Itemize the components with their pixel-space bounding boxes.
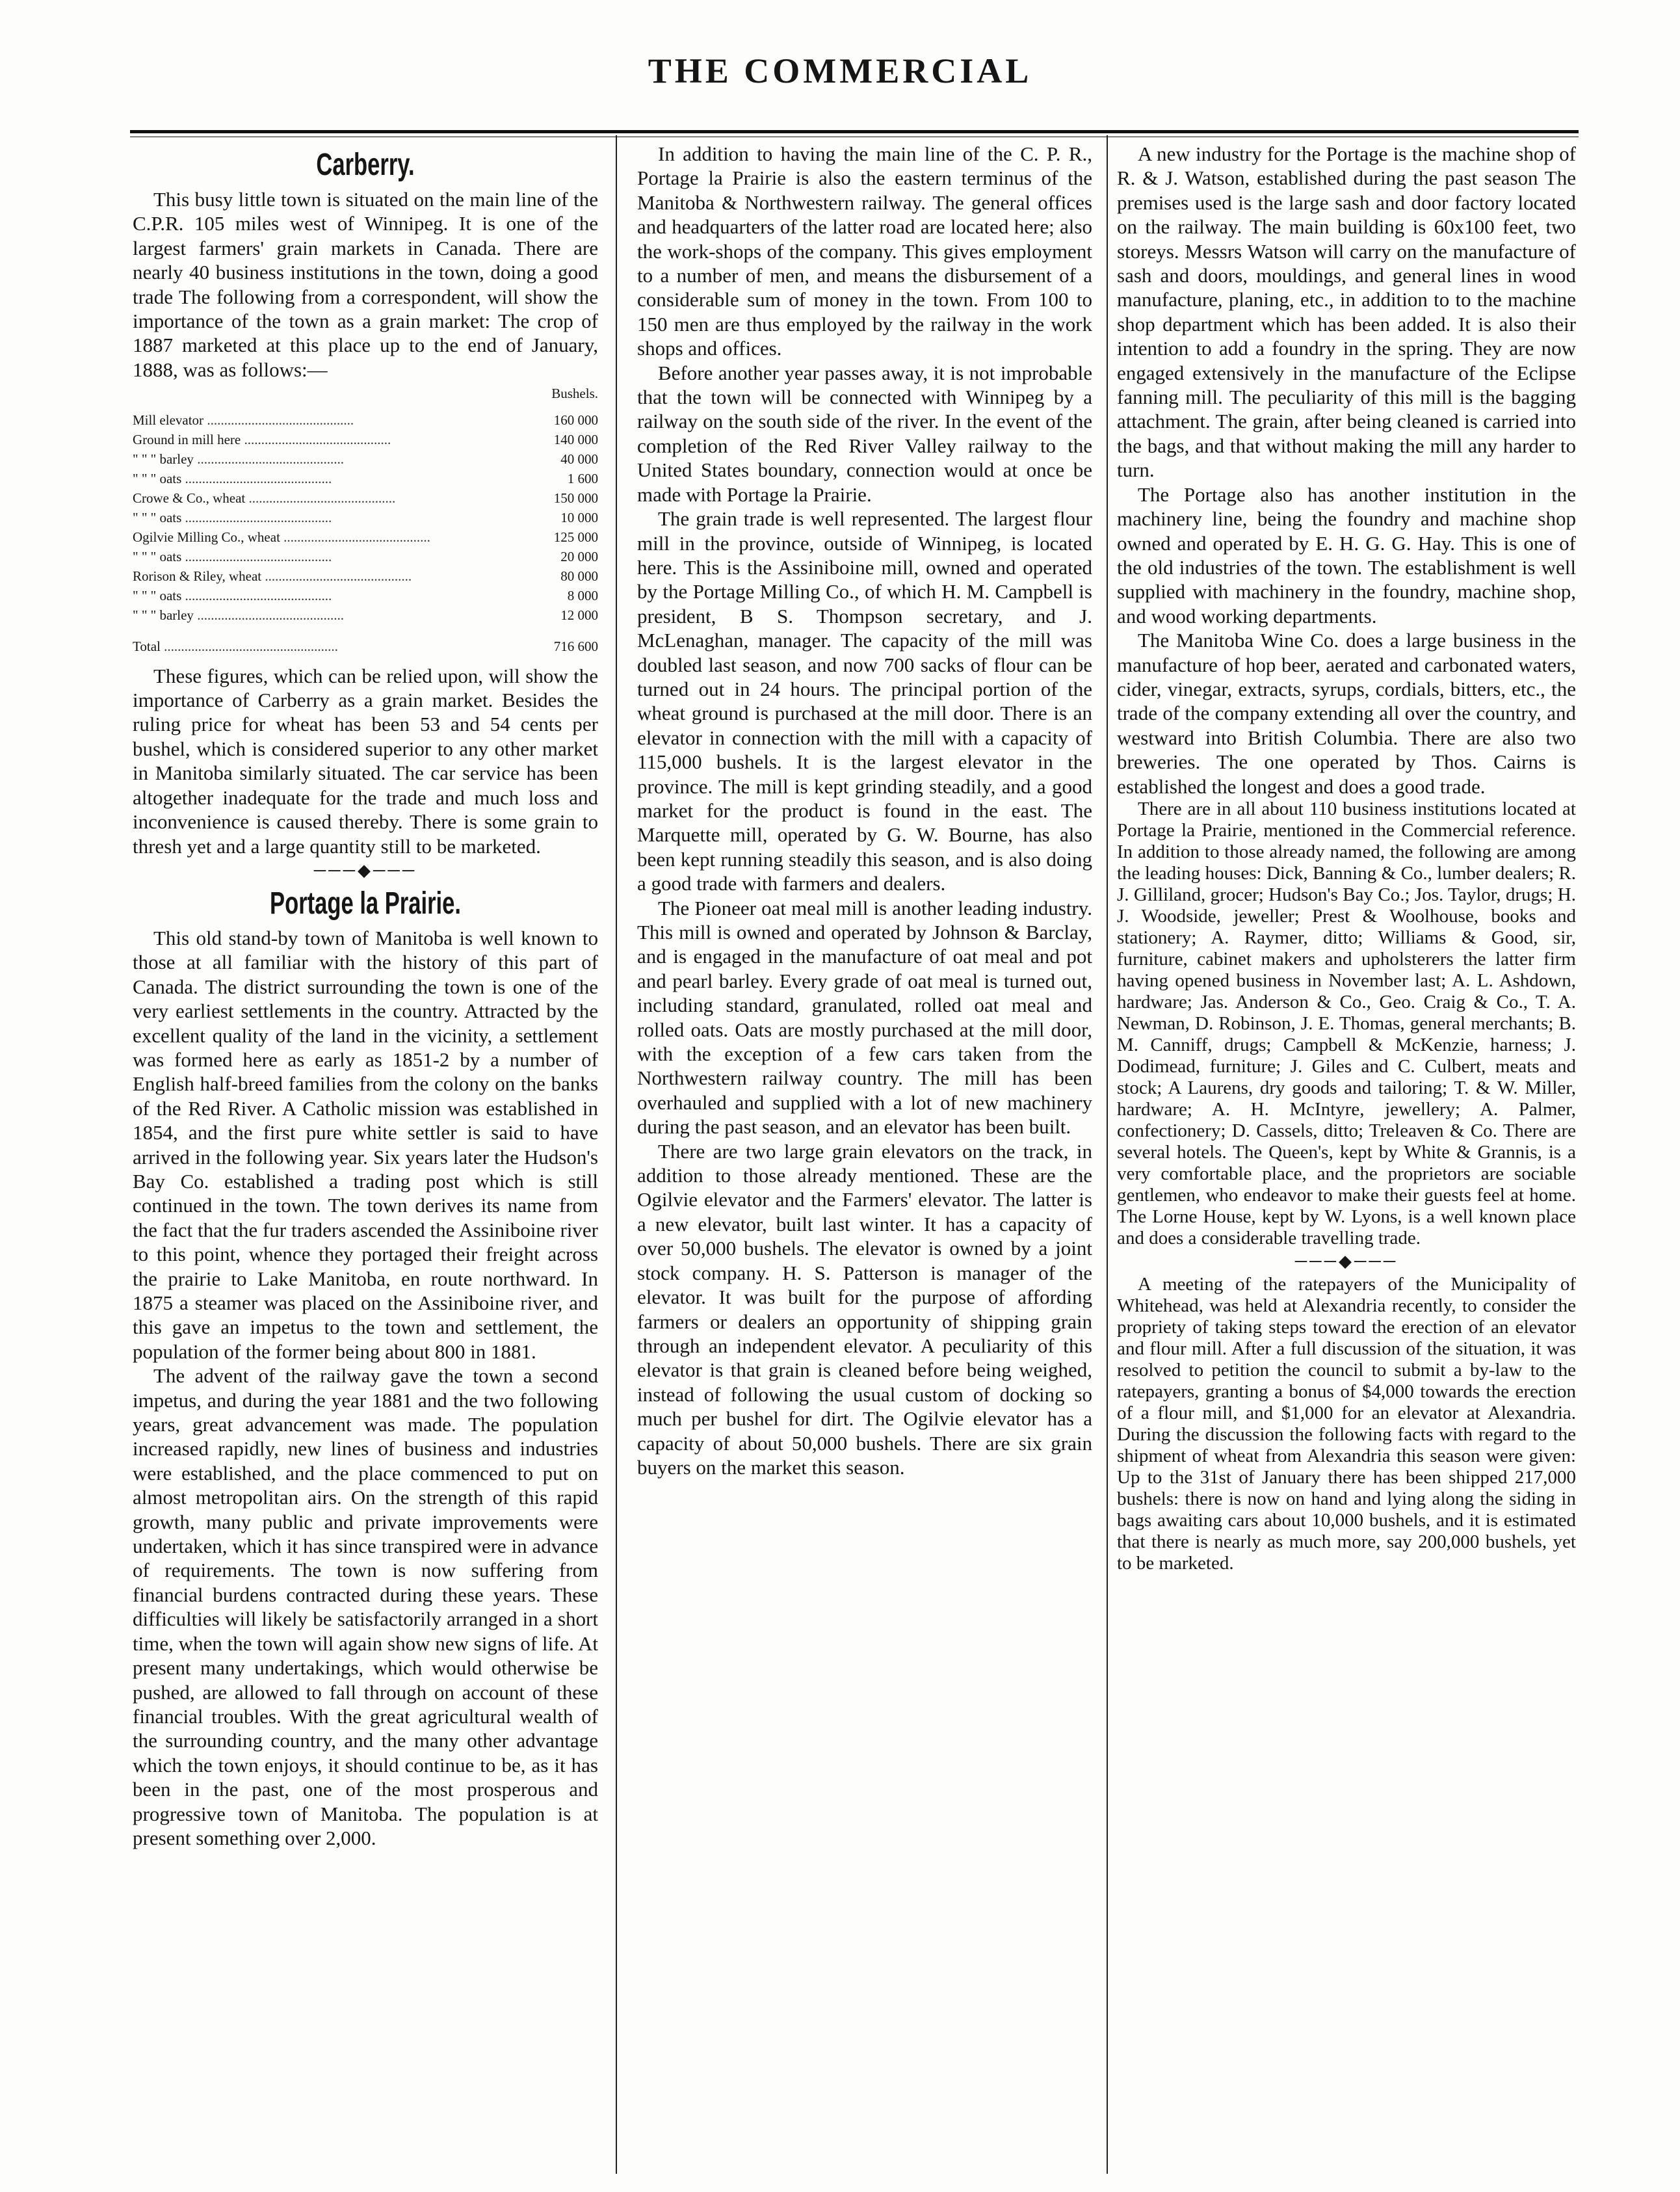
crop-table-row <box>133 449 598 469</box>
crop-row-label: " " " oats ........................................... <box>133 548 332 564</box>
column-3 <box>1117 142 1576 2099</box>
crop-table-total-row <box>133 625 598 656</box>
crop-row-value: 20 000 <box>560 548 598 564</box>
carberry-paragraph: This busy little town is situated on the main line of the C.P.R. 105 miles west of Winnipeg. It is one of the largest farmers' grain markets in Canada. There are nearly 40 business institutions in the town, doing a good trade The following from a correspondent, will show the importance of the town as a grain market: The crop of 1887 marketed at this place up to the end of January, 1888, was as follows:— <box>133 188 598 381</box>
portage-paragraph: The Portage also has another institution in the machinery line, being the foundry and machine shop owned and operated by E. H. G. G. Hay. This is one of the old industries of the town. The establishment is well supplied with machinery in the foundry, machine shop, and wood working departments. <box>1117 482 1576 627</box>
crop-row-value: 125 000 <box>553 529 598 545</box>
crop-row-value: 40 000 <box>560 451 598 467</box>
portage-paragraph: In addition to having the main line of the C. P. R., Portage la Prairie is also the eastern terminus of the Manitoba & Northwestern railway. The general offices and headquarters of the latter road are located here; also the work-shops of the company. This gives employment to a number of men, and means the disbursement of a considerable sum of money in the town. From 100 to 150 men are thus employed by the railway in the work shops and offices. <box>637 142 1092 360</box>
crop-row-value: 150 000 <box>553 490 598 506</box>
crop-row-value: 160 000 <box>553 412 598 428</box>
crop-table-row <box>133 547 598 566</box>
masthead-rule <box>130 130 1579 137</box>
crop-total-label: Total ................................................... <box>133 638 338 654</box>
whitehead-paragraph: A meeting of the ratepayers of the Municipality of Whitehead, was held at Alexandria recently, to consider the propriety of taking steps toward the erection of an elevator and flour mill. After a full discussion of the situation, it was resolved to petition the council to submit a by-law to the ratepayers, granting a bonus of $4,000 towards the erection of a flour mill, and $1,000 for an elevator at Alexandria. During the discussion the following facts with regard to the shipment of wheat from Alexandria this season were given: Up to the 31st of January there has been shipped 217,000 bushels: there is now on hand and lying along the siding in bags awaiting cars about 10,000 bushels, and it is estimated that there is nearly as much more, say 200,000 bushels, yet to be marketed. <box>1117 1273 1576 1574</box>
crop-table-row <box>133 605 598 625</box>
column-divider-2 <box>1107 135 1108 2174</box>
crop-table-row <box>133 410 598 430</box>
portage-paragraph: The Pioneer oat meal mill is another leading industry. This mill is owned and operated by Johnson & Barclay, and is engaged in the manufacture of oat meal and pot and pearl barley. Every grade of oat meal is turned out, including standard, granulated, rolled oat meal and rolled oats. Oats are mostly purchased at the mill door, with the exception of a few cars taken from the Northwestern railway country. The mill has been overhauled and supplied with a lot of new machinery during the past season, and an elevator has been built. <box>637 896 1092 1139</box>
crop-table-row <box>133 566 598 586</box>
crop-table-row <box>133 469 598 488</box>
crop-row-label: " " " barley ........................................... <box>133 607 344 623</box>
crop-table <box>133 410 598 656</box>
portage-paragraph: The Manitoba Wine Co. does a large business in the manufacture of hop beer, aerated and carbonated waters, cider, vinegar, extracts, syrups, cordials, bitters, etc., the trade of the company extending all over the country, and westward into British Columbia. There are also two breweries. The one operated by Thos. Cairns is established the longest and does a good trade. <box>1117 629 1576 798</box>
crop-table-row <box>133 586 598 605</box>
crop-table-row <box>133 508 598 527</box>
column-2 <box>637 142 1092 2099</box>
portage-paragraph: There are two large grain elevators on the track, in addition to those already mentioned. These are the Ogilvie elevator and the Farmers' elevator. The latter is a new elevator, built last winter. It has a capacity of over 50,000 bushels. The elevator is owned by a joint stock company. H. S. Patterson is manager of the elevator. It was built for the purpose of affording farmers or dealers an opportunity of shipping grain through an independent elevator. A peculiarity of this elevator is that grain is cleaned before being weighed, instead of following the usual custom of docking so much per bushel for dirt. The Ogilvie elevator has a capacity of about 50,000 bushels. There are six grain buyers on the market this season. <box>637 1139 1092 1479</box>
crop-row-value: 1 600 <box>567 470 598 486</box>
crop-row-value: 140 000 <box>553 431 598 447</box>
masthead: THE COMMERCIAL <box>648 51 1032 90</box>
portage-paragraph: This old stand-by town of Manitoba is well known to those at all familiar with the history of this part of Canada. The district surrounding the town is one of the very earliest settlements in the country. Attracted by the excellent quality of the land in the vicinity, a settlement was formed here as early as 1851-2 by a number of English half-breed families from the colony on the banks of the Red River. A Catholic mission was established in 1854, and the first pure white settler is said to have arrived in the following year. Six years later the Hudson's Bay Co. established a trading post which is still continued in the town. The town derives its name from the fact that the fur traders ascended the Assiniboine river to this point, whence they portaged their freight across the prairie to Lake Manitoba, en route northward. In 1875 a steamer was placed on the Assiniboine river, and this gave an impetus to the town and settlement, the population of the former being about 800 in 1881. <box>133 926 598 1363</box>
crop-row-label: " " " oats ........................................... <box>133 509 332 525</box>
crop-table-row <box>133 527 598 547</box>
crop-row-label: Ogilvie Milling Co., wheat ........................................... <box>133 529 430 545</box>
crop-table-unit: Bushels. <box>551 386 598 402</box>
crop-table-row <box>133 430 598 449</box>
crop-row-value: 80 000 <box>560 568 598 584</box>
crop-row-label: Ground in mill here ........................................... <box>133 431 391 447</box>
crop-row-value: 8 000 <box>567 587 598 603</box>
portage-heading: Portage la Prairie. <box>270 886 461 921</box>
crop-row-label: " " " oats ........................................... <box>133 587 332 603</box>
section-ornament: ───◆─── <box>313 860 417 880</box>
portage-paragraph: The advent of the railway gave the town a second impetus, and during the year 1881 and the two following years, great advancement was made. The population increased rapidly, new lines of business and industries were established, and the place commenced to put on almost metropolitan airs. On the strength of this rapid growth, many public and private improvements were undertaken, which it has since transpired were in advance of requirements. The town is now suffering from financial burdens contracted during these years. These difficulties will likely be satisfactorily arranged in a short time, when the town will again show new signs of life. At present many undertakings, which would otherwise be pushed, are allowed to fall through on account of these financial troubles. With the great agricultural wealth of the surrounding country, and the many other advantage which the town enjoys, it should continue to be, as it has been in the past, one of the most prosperous and progressive town of Manitoba. The population is at present something over 2,000. <box>133 1364 598 1849</box>
column-1 <box>133 142 598 2099</box>
crop-table-row <box>133 488 598 508</box>
crop-row-label: Crowe & Co., wheat ........................................... <box>133 490 396 506</box>
portage-paragraph: A new industry for the Portage is the machine shop of R. & J. Watson, established during the past season The premises used is the large sash and door factory located on the railway. The main building is 60x100 feet, two storeys. Messrs Watson will carry on the manufacture of sash and doors, mouldings, and general lines in wood manufacture, planing, etc., in addition to to the machine shop department which has been added. It is also their intention to add a foundry in the spring. They are now engaged extensively in the manufacture of the Eclipse fanning mill. The peculiarity of this mill is the bagging attachment. The grain, after being cleaned is carried into the bags, and that without making the mill any harder to turn. <box>1117 142 1576 482</box>
crop-row-value: 12 000 <box>560 607 598 623</box>
crop-total-value: 716 600 <box>553 638 598 654</box>
section-ornament: ───◆─── <box>1294 1251 1398 1271</box>
portage-paragraph: Before another year passes away, it is not improbable that the town will be connected with Winnipeg by a railway on the south side of the river. In the event of the completion of the Red River Valley railway to the United States boundary, connection would at once be made with Portage la Prairie. <box>637 361 1092 506</box>
crop-row-label: Mill elevator ........................................... <box>133 412 354 428</box>
crop-row-label: " " " oats ........................................... <box>133 470 332 486</box>
carberry-paragraph: These figures, which can be relied upon, will show the importance of Carberry as a grain market. Besides the ruling price for wheat has been 53 and 54 cents per bushel, which is considered superior to any other market in Manitoba similarly situated. The car service has been altogether inadequate for the trade and much loss and inconvenience is caused thereby. There is some grain to thresh yet and a large quantity still to be marketed. <box>133 664 598 858</box>
crop-row-label: Rorison & Riley, wheat ........................................... <box>133 568 412 584</box>
crop-row-label: " " " barley ........................................... <box>133 451 344 467</box>
portage-paragraph: There are in all about 110 business institutions located at Portage la Prairie, mentioned in the Commercial reference. In addition to those already named, the following are among the leading houses: Dick, Banning & Co., lumber dealers; R. J. Gilliland, grocer; Hudson's Bay Co.; Jos. Taylor, drugs; H. J. Woodside, jeweller; Prest & Woolhouse, books and stationery; A. Raymer, ditto; Williams & Good, sir, furniture, cabinet makers and upholsterers the latter firm having opened business in November last; A. L. Ashdown, hardware; Jas. Anderson & Co., Geo. Craig & Co., T. A. Newman, D. Robinson, J. E. Thomas, general merchants; B. M. Canniff, drugs; Campbell & McKenzie, harness; J. Dodimead, furniture; J. Giles and C. Culbert, meats and stock; A Laurens, dry goods and tailoring; T. & W. Miller, hardware; A. H. McIntyre, jewellery; A. Palmer, confectionery; D. Cassels, ditto; Treleaven & Co. There are several hotels. The Queen's, kept by White & Grannis, is a very comfortable place, and the proprietors are sociable gentlemen, who endeavor to make their guests feel at home. The Lorne House, kept by W. Lyons, is a well known place and does a considerable travelling trade. <box>1117 798 1576 1248</box>
carberry-heading: Carberry. <box>316 148 415 182</box>
crop-row-value: 10 000 <box>560 509 598 525</box>
column-divider-1 <box>616 135 617 2174</box>
portage-paragraph: The grain trade is well represented. The largest flour mill in the province, outside of Winnipeg, is located here. This is the Assiniboine mill, owned and operated by the Portage Milling Co., of which H. M. Campbell is president, B S. Thompson secretary, and J. McLenaghan, manager. The capacity of the mill was doubled last season, and now 700 sacks of flour can be turned out in 24 hours. The principal portion of the wheat ground is purchased at the mill door. There is an elevator in connection with the mill with a capacity of 115,000 bushels. It is the largest elevator in the province. The mill is kept grinding steadily, and a good market for the product is found in the east. The Marquette mill, operated by G. W. Bourne, has also been kept running steadily this season, and is also doing a good trade with farmers and dealers. <box>637 507 1092 895</box>
